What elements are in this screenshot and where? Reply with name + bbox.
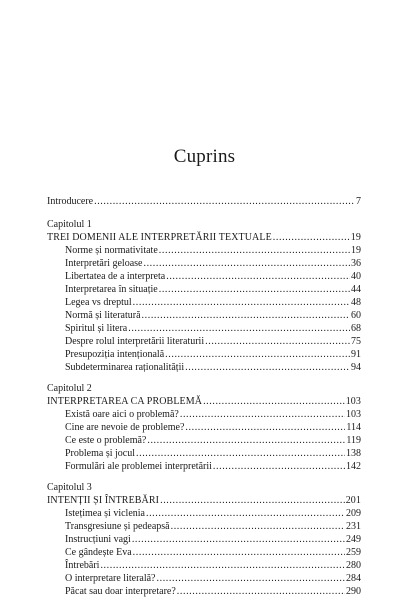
- toc-entry-label: Ce este o problemă?: [65, 435, 147, 446]
- toc-entry-label: Introducere: [47, 196, 94, 207]
- toc-entry: [65, 573, 361, 585]
- toc-entry-label: Presupoziția intențională: [65, 349, 165, 360]
- toc-entry-page: 280: [346, 560, 361, 571]
- chapter-label: Capitolul 2: [47, 383, 92, 394]
- chapter-heading-label: INTENȚII ȘI ÎNTREBĂRI: [47, 495, 160, 506]
- leader-dots: [205, 336, 350, 348]
- toc-entry-page: 209: [346, 508, 361, 519]
- toc-entry-label: Spiritul și litera: [65, 323, 128, 334]
- page-title: Cuprins: [173, 146, 236, 167]
- leader-dots: [100, 560, 345, 572]
- toc-entry: [65, 310, 361, 322]
- leader-dots: [132, 534, 345, 546]
- toc-entry: [65, 448, 361, 460]
- toc-entry-label: Normă și literatură: [65, 310, 141, 321]
- toc-entry: [65, 547, 361, 559]
- chapter-heading-label: TREI DOMENII ALE INTERPRETĂRII TEXTUALE: [47, 232, 272, 243]
- toc-entry-page: 119: [346, 435, 361, 446]
- leader-dots: [160, 495, 345, 507]
- leader-dots: [185, 422, 345, 434]
- toc-entry-page: 114: [346, 422, 361, 433]
- toc-entry-label: Ce gândește Eva: [65, 547, 132, 558]
- toc-entry: [65, 245, 361, 257]
- toc-entry-page: 103: [345, 396, 361, 407]
- toc-entry: [65, 586, 361, 598]
- toc-entry-page: 259: [346, 547, 361, 558]
- leader-dots: [128, 323, 350, 335]
- leader-dots: [273, 232, 350, 244]
- toc-entry-label: Interpretarea în situație: [65, 284, 158, 295]
- toc-entry: [65, 362, 361, 374]
- toc-entry-page: 284: [346, 573, 361, 584]
- toc-entry: [65, 560, 361, 572]
- chapter-label: Capitolul 1: [47, 219, 92, 230]
- toc-entry-page: 91: [351, 349, 361, 360]
- toc-entry-page: 249: [346, 534, 361, 545]
- chapter-heading-label: INTERPRETAREA CA PROBLEMĂ: [47, 396, 203, 407]
- leader-dots: [213, 461, 345, 473]
- toc-entry-label: Cine are nevoie de probleme?: [65, 422, 185, 433]
- toc-entry-page: 44: [351, 284, 361, 295]
- toc-entry-page: 68: [351, 323, 361, 334]
- leader-dots: [171, 521, 345, 533]
- leader-dots: [159, 284, 350, 296]
- toc-entry-label: Transgresiune și pedeapsă: [65, 521, 170, 532]
- toc-entry-page: 290: [346, 586, 361, 597]
- toc-entry-page: 36: [351, 258, 361, 269]
- toc-entry: [65, 534, 361, 546]
- leader-dots: [157, 573, 346, 585]
- leader-dots: [166, 271, 350, 283]
- leader-dots: [185, 362, 350, 374]
- toc-entry-page: 94: [351, 362, 361, 373]
- leader-dots: [147, 435, 345, 447]
- toc-entry-page: 138: [346, 448, 361, 459]
- toc-entry: [65, 422, 361, 434]
- chapter-heading: [47, 396, 361, 408]
- toc-entry-label: Păcat sau doar interpretare?: [65, 586, 176, 597]
- leader-dots: [136, 448, 345, 460]
- toc-entry: [65, 461, 361, 473]
- toc-entry-page: 60: [351, 310, 361, 321]
- toc-entry: [65, 336, 361, 348]
- chapter-heading: [47, 495, 361, 507]
- toc-entry: [65, 271, 361, 283]
- leader-dots: [180, 409, 345, 421]
- toc-entry-page: 19: [351, 245, 361, 256]
- toc-entry-page: 231: [346, 521, 361, 532]
- toc-entry: [65, 297, 361, 309]
- leader-dots: [142, 310, 350, 322]
- toc-entry-label: Există oare aici o problemă?: [65, 409, 179, 420]
- toc-entry-page: 19: [350, 232, 361, 243]
- leader-dots: [94, 196, 355, 208]
- leader-dots: [159, 245, 350, 257]
- leader-dots: [177, 586, 345, 598]
- toc-entry: [65, 508, 361, 520]
- toc-entry-label: Întrebări: [65, 560, 100, 571]
- chapter-label: Capitolul 3: [47, 482, 92, 493]
- toc-entry: [65, 349, 361, 361]
- toc-entry-label: Problema și jocul: [65, 448, 135, 459]
- toc-entry-label: Istețimea și viclenia: [65, 508, 145, 519]
- toc-entry: [65, 409, 361, 421]
- toc-entry: [65, 323, 361, 335]
- toc-entry: [65, 521, 361, 533]
- leader-dots: [146, 508, 345, 520]
- toc-entry-introduction: [47, 196, 361, 208]
- toc-entry: [65, 435, 361, 447]
- toc-entry-label: Legea vs dreptul: [65, 297, 132, 308]
- toc-entry-label: Libertatea de a interpreta: [65, 271, 166, 282]
- toc-entry-label: Instrucțiuni vagi: [65, 534, 131, 545]
- leader-dots: [165, 349, 350, 361]
- leader-dots: [133, 547, 345, 559]
- chapter-heading: [47, 232, 361, 244]
- toc-entry-page: 201: [345, 495, 361, 506]
- toc-entry: [65, 258, 361, 270]
- toc-entry-label: Interpretări geloase: [65, 258, 143, 269]
- toc-entry: [65, 284, 361, 296]
- toc-entry-page: 142: [346, 461, 361, 472]
- toc-entry-label: Formulări ale problemei interpretării: [65, 461, 212, 472]
- toc-entry-page: 7: [356, 196, 361, 207]
- toc-entry-page: 48: [351, 297, 361, 308]
- toc-entry-page: 103: [346, 409, 361, 420]
- leader-dots: [143, 258, 350, 270]
- leader-dots: [203, 396, 345, 408]
- toc-entry-label: Despre rolul interpretării literaturii: [65, 336, 205, 347]
- toc-entry-label: Norme și normativitate: [65, 245, 158, 256]
- toc-entry-page: 75: [351, 336, 361, 347]
- toc-entry-label: Subdeterminarea raționalității: [65, 362, 185, 373]
- leader-dots: [133, 297, 350, 309]
- toc-entry-page: 40: [351, 271, 361, 282]
- toc-entry-label: O interpretare literală?: [65, 573, 156, 584]
